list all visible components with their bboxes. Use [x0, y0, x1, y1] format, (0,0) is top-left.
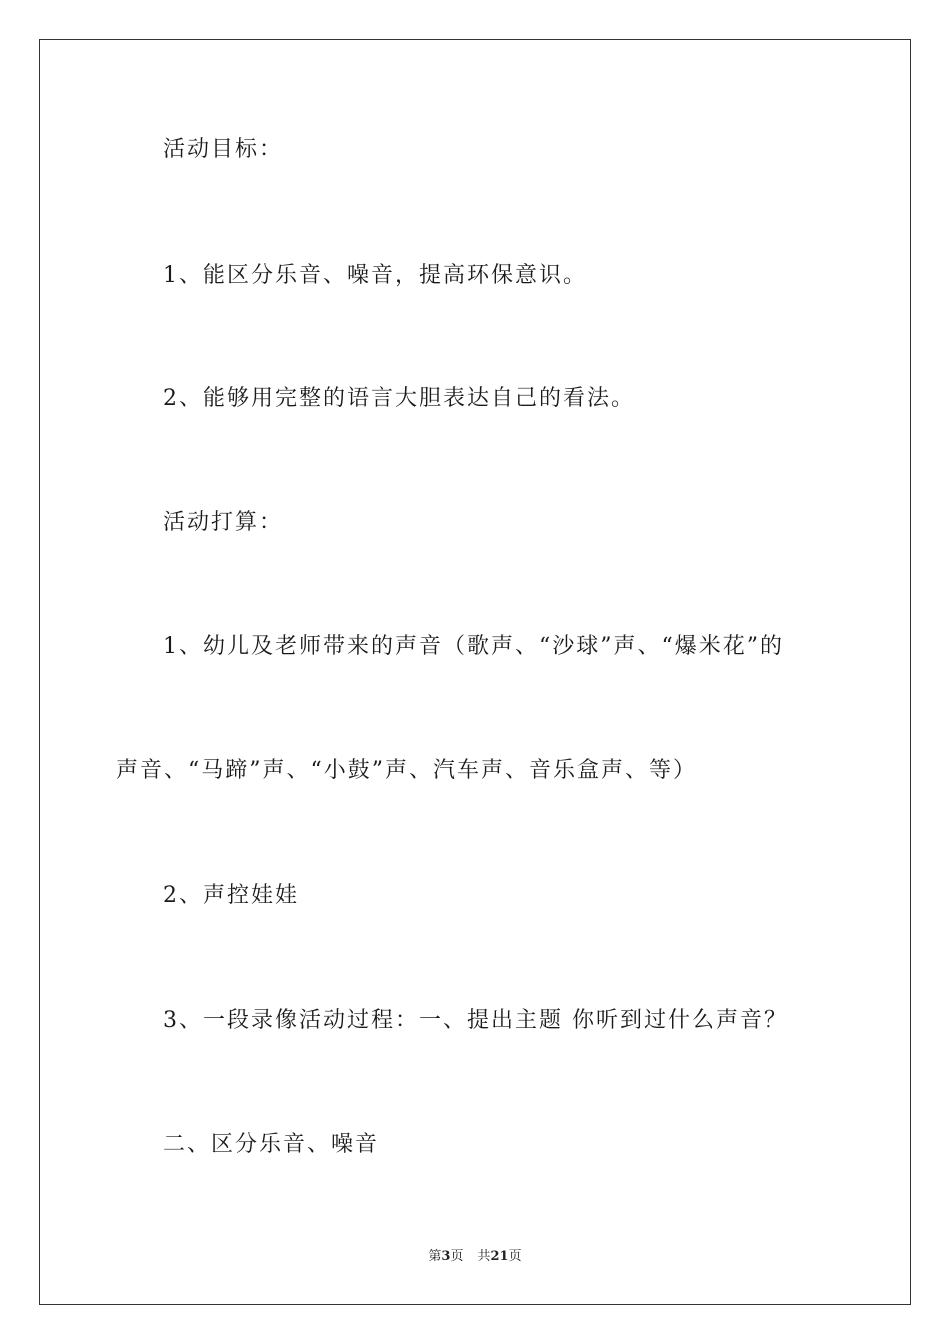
paragraph-goal-1: 1、能区分乐音、噪音，提高环保意识。	[163, 263, 587, 288]
footer-page-number: 3	[441, 1249, 451, 1264]
page-footer	[0, 1248, 950, 1266]
footer-page-suffix: 页	[450, 1249, 464, 1264]
footer-page-prefix: 第	[428, 1249, 442, 1264]
page-border	[39, 39, 911, 1305]
footer-total-suffix: 页	[508, 1249, 522, 1264]
paragraph-prep-1: 1、幼儿及老师带来的声音（歌声、“沙球”声、“爆米花”的	[163, 634, 784, 659]
paragraph-prep-3: 3、一段录像活动过程：一、提出主题 你听到过什么声音？	[163, 1008, 788, 1033]
footer-total-prefix: 共	[477, 1249, 491, 1264]
paragraph-prep-2: 2、声控娃娃	[163, 883, 299, 908]
paragraph-step-2: 二、区分乐音、噪音	[163, 1132, 380, 1157]
heading-activity-goals: 活动目标：	[163, 137, 284, 162]
paragraph-prep-1-continued: 声音、“马蹄”声、“小鼓”声、汽车声、音乐盒声、等）	[116, 758, 697, 783]
heading-activity-preparation: 活动打算：	[163, 510, 284, 535]
paragraph-goal-2: 2、能够用完整的语言大胆表达自己的看法。	[163, 386, 635, 411]
footer-total-pages: 21	[490, 1249, 509, 1264]
